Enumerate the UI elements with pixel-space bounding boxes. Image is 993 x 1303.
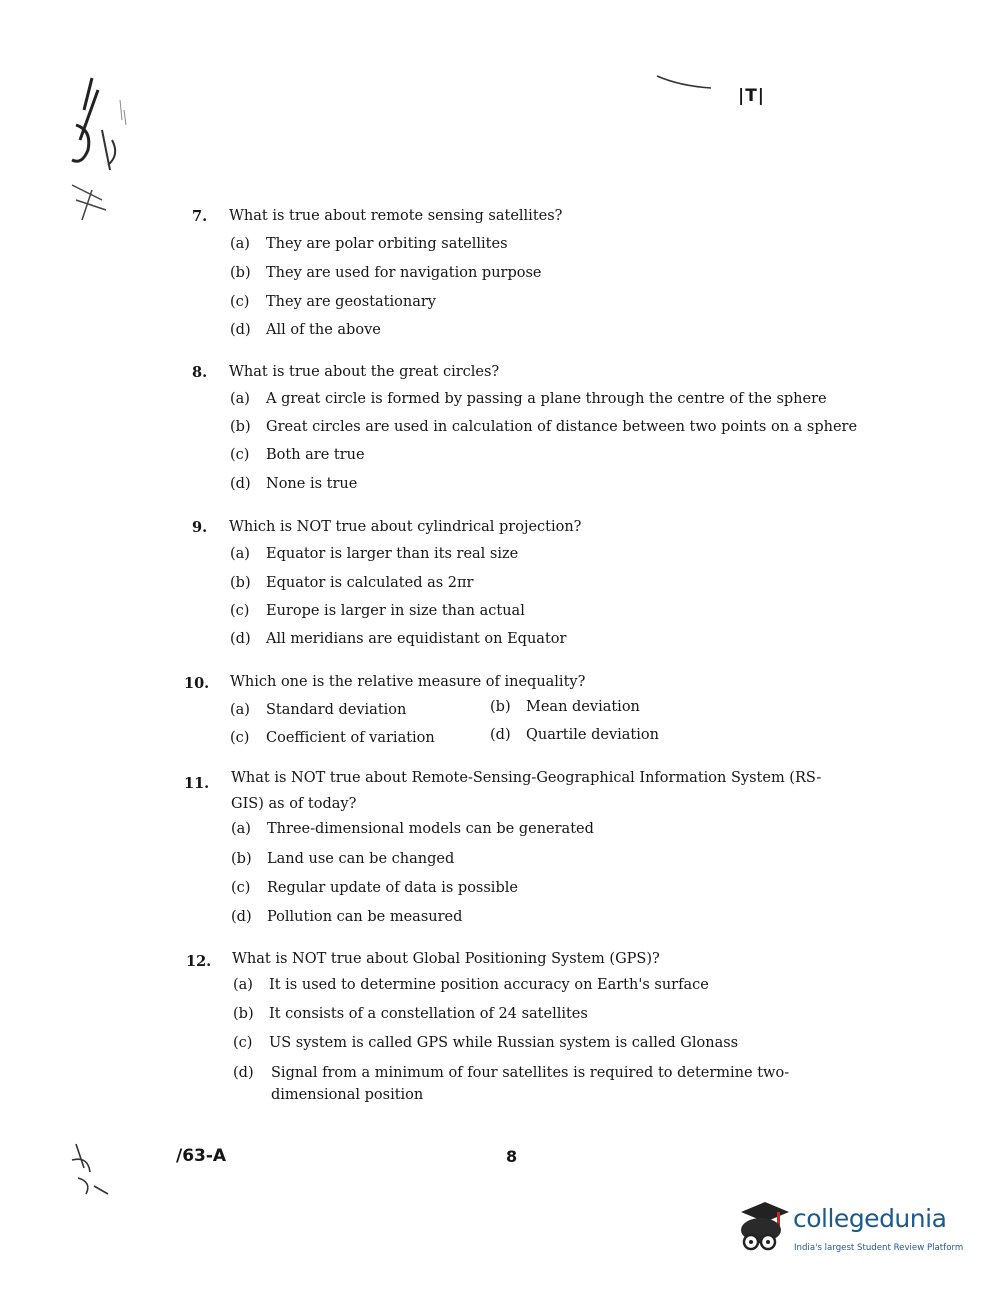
option-label: (a) xyxy=(233,977,253,993)
option-text: Great circles are used in calculation of distance between two points on a sphere xyxy=(266,419,858,435)
handwritten-scribble-top-left xyxy=(62,70,142,240)
option xyxy=(230,603,525,619)
option-label: (c) xyxy=(230,294,250,310)
option-text: They are polar orbiting satellites xyxy=(266,236,508,252)
option xyxy=(230,294,436,310)
paper-code: /63-A xyxy=(176,1146,227,1166)
option-label: (b) xyxy=(230,265,251,281)
option-label: (a) xyxy=(230,391,250,407)
option xyxy=(233,977,709,993)
option-label: (c) xyxy=(230,603,250,619)
option xyxy=(230,702,406,718)
question-text: What is true about remote sensing satellites? xyxy=(229,208,563,224)
option-text: Pollution can be measured xyxy=(267,909,463,925)
option xyxy=(230,391,827,407)
option-label: (d) xyxy=(230,322,251,338)
option-text: Both are true xyxy=(266,447,365,463)
option-text: They are geostationary xyxy=(266,294,436,310)
option-text: Land use can be changed xyxy=(267,851,455,867)
collegedunia-logo xyxy=(735,1198,965,1260)
option-label: (a) xyxy=(230,236,250,252)
option-label: (a) xyxy=(230,702,250,718)
option-label: (b) xyxy=(233,1006,254,1022)
option xyxy=(230,236,508,252)
option-text: Coefficient of variation xyxy=(266,730,435,746)
brand-name: collegedunia xyxy=(793,1204,947,1233)
option-text: It is used to determine position accuracy on Earth's surface xyxy=(269,977,709,993)
option xyxy=(233,1035,738,1051)
option xyxy=(230,265,542,281)
option-label: (b) xyxy=(231,851,252,867)
option xyxy=(231,851,454,867)
option-text: A great circle is formed by passing a plane through the centre of the sphere xyxy=(266,391,827,407)
option-text: Europe is larger in size than actual xyxy=(266,603,525,619)
question-text: What is NOT true about Global Positioning System (GPS)? xyxy=(232,951,660,967)
option-label: (c) xyxy=(233,1035,253,1051)
option-label: (c) xyxy=(231,880,251,896)
option xyxy=(230,476,357,492)
option-label: (c) xyxy=(230,447,250,463)
paper-marker: |T| xyxy=(738,86,766,106)
option xyxy=(230,419,857,435)
option-text: Mean deviation xyxy=(526,699,640,715)
option xyxy=(231,880,518,896)
question-number: 10. xyxy=(184,675,210,692)
question-number: 8. xyxy=(192,364,208,381)
option-text: It consists of a constellation of 24 satellites xyxy=(269,1006,588,1022)
mascot-icon xyxy=(735,1198,793,1260)
option-label: (d) xyxy=(230,631,251,647)
question-text: Which is NOT true about cylindrical projection? xyxy=(229,519,582,535)
option xyxy=(230,631,566,647)
option xyxy=(230,575,473,591)
question-text: Which one is the relative measure of inequality? xyxy=(230,674,586,690)
option xyxy=(231,821,594,837)
option-label: (d) xyxy=(233,1065,254,1081)
option-label: (d) xyxy=(231,909,252,925)
option-label: (a) xyxy=(231,821,251,837)
option-text: Three-dimensional models can be generated xyxy=(267,821,594,837)
option xyxy=(233,1006,588,1022)
option xyxy=(230,322,381,338)
handwritten-scribble-bottom-left xyxy=(68,1138,116,1200)
option-label: (d) xyxy=(490,727,511,743)
option xyxy=(230,730,435,746)
option xyxy=(490,727,659,743)
option-label: (b) xyxy=(230,575,251,591)
question-text: What is true about the great circles? xyxy=(229,364,500,380)
option-text: Regular update of data is possible xyxy=(267,880,518,896)
option-text: Equator is larger than its real size xyxy=(266,546,519,562)
option-text: All of the above xyxy=(266,322,381,338)
option-text: Quartile deviation xyxy=(526,727,659,743)
option-label: (a) xyxy=(230,546,250,562)
option-text: Signal from a minimum of four satellites is required to determine two-dimensional position xyxy=(271,1065,790,1103)
option xyxy=(230,447,365,463)
question-number: 7. xyxy=(192,208,208,225)
option-text: Standard deviation xyxy=(266,702,407,718)
pen-stroke-top-right xyxy=(655,72,715,94)
option xyxy=(233,1062,828,1106)
brand-tagline: India's largest Student Review Platform xyxy=(794,1243,964,1253)
question-number: 9. xyxy=(192,519,208,536)
option-label: (b) xyxy=(230,419,251,435)
option-label: (c) xyxy=(230,730,250,746)
option-label: (d) xyxy=(230,476,251,492)
page-number: 8 xyxy=(506,1147,518,1166)
option-text: All meridians are equidistant on Equator xyxy=(266,631,567,647)
option xyxy=(231,909,462,925)
question-number: 12. xyxy=(186,953,212,970)
question-text: What is NOT true about Remote-Sensing-Geographical Information System (RS-GIS) as of today? xyxy=(231,770,822,812)
option-text: US system is called GPS while Russian system is called Glonass xyxy=(269,1035,739,1051)
question-number: 11. xyxy=(184,775,210,792)
option-text: Equator is calculated as 2πr xyxy=(266,575,474,591)
option xyxy=(490,699,640,715)
option xyxy=(230,546,518,562)
option-label: (b) xyxy=(490,699,511,715)
option-text: They are used for navigation purpose xyxy=(266,265,542,281)
option-text: None is true xyxy=(266,476,358,492)
